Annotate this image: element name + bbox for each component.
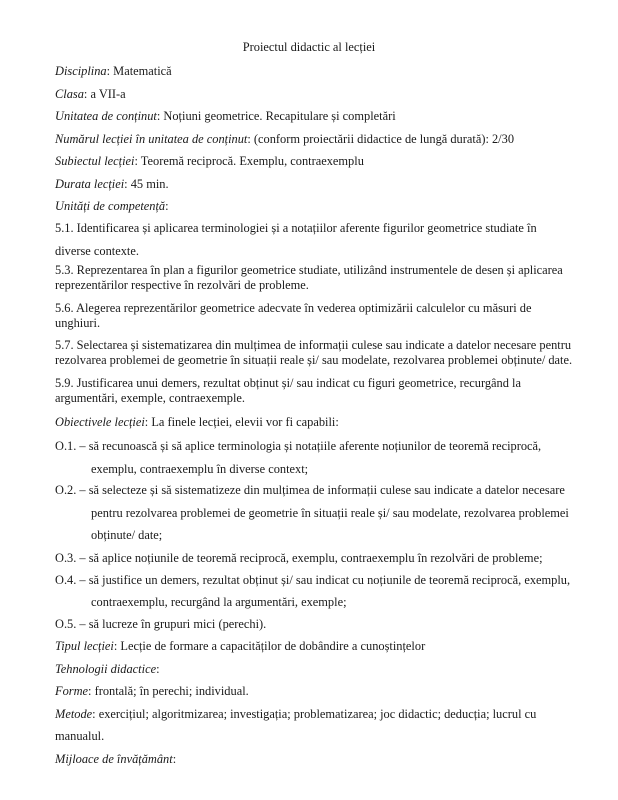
field-unitati [55, 199, 169, 214]
field-label: Metode [55, 707, 93, 721]
competenta-5-6-line1: 5.6. Alegerea reprezentărilor geometrice adecvate în vederea optimizării calculelor cu măsuri de [55, 301, 532, 315]
field-forme [55, 684, 249, 699]
competenta-5-1-line2: diverse contexte. [55, 244, 139, 258]
competenta-5-9-line2: argumentări, exemple, contraexemple. [55, 391, 246, 405]
field-label: Tehnologii didactice [55, 662, 157, 676]
obiectiv-o2-line2: pentru rezolvarea problemei de geometrie în situații reale și/ sau modelate, rezolvarea problemei [91, 506, 569, 520]
obiectiv-o4-line2: contraexemplu, recurgând la argumentări, exemple; [91, 595, 347, 609]
field-subiectul [55, 154, 364, 169]
field-label: Tipul lecției [55, 639, 114, 653]
field-label: Numărul lecției în unitatea de conținut [55, 132, 248, 146]
field-value: : [172, 752, 177, 766]
field-durata [55, 177, 169, 192]
field-label: Obiectivele lecției [55, 415, 145, 429]
field-label: Unitatea de conținut [55, 109, 157, 123]
field-label: Unități de competență [55, 199, 166, 213]
obiectiv-o5-line1: O.5. – să lucreze în grupuri mici (perechi). [55, 617, 267, 631]
field-value: : 45 min. [124, 177, 169, 191]
obiectiv-o4-line1: O.4. – să justifice un demers, rezultat obținut și/ sau indicat cu noțiunile de teoremă reciprocă, exemplu, [55, 573, 571, 587]
field-disciplina [55, 64, 172, 79]
field-label: Forme [55, 684, 89, 698]
field-mijloace [55, 752, 176, 767]
field-unitatea [55, 109, 396, 124]
field-value: : exercițiul; algoritmizarea; investigația; problematizarea; joc didactic; deducția; lucrul cu [92, 707, 537, 721]
document-title: Proiectul didactic al lecției [242, 40, 376, 54]
competenta-5-9-line1: 5.9. Justificarea unui demers, rezultat obținut și/ sau indicat cu figuri geometrice, recurgând la [55, 376, 521, 390]
obiectiv-o2-line1: O.2. – să selecteze și să sistematizeze din mulțimea de informații culese sau indicate a datelor necesare [55, 483, 565, 497]
competenta-5-6-line2: unghiuri. [55, 316, 101, 330]
field-label: Disciplina [55, 64, 107, 78]
competenta-5-3-line1: 5.3. Reprezentarea în plan a figurilor geometrice studiate, utilizând instrumentele de desen și aplicarea [55, 263, 563, 277]
field-metode [55, 707, 536, 722]
obiectiv-o3-line1: O.3. – să aplice noțiunile de teoremă reciprocă, exemplu, contraexemplu în rezolvări de probleme; [55, 551, 543, 565]
competenta-5-1-line1: 5.1. Identificarea și aplicarea terminologiei și a notațiilor aferente figurilor geometrice studiate în [55, 221, 537, 235]
obiectiv-o1-line2: exemplu, contraexemplu în diverse context; [91, 462, 309, 476]
field-value: : frontală; în perechi; individual. [88, 684, 249, 698]
obiectiv-o1-line1: O.1. – să recunoască și să aplice terminologia și notațiile aferente noțiunilor de teoremă reciprocă, [55, 439, 542, 453]
competenta-5-7-line1: 5.7. Selectarea și sistematizarea din mulțimea de informații culese sau indicate a datelor necesare pentru [55, 338, 572, 352]
obiective-header [55, 415, 339, 430]
field-value: : Lecție de formare a capacităților de dobândire a cunoștințelor [113, 639, 426, 653]
field-value: : Noțiuni geometrice. Recapitulare și completări [156, 109, 396, 123]
field-clasa [55, 87, 126, 102]
field-label: Durata lecției [55, 177, 125, 191]
obiectiv-o2-line3: obținute/ date; [91, 528, 163, 542]
field-value: : Teoremă reciprocă. Exemplu, contraexemplu [134, 154, 364, 168]
field-value: : (conform proiectării didactice de lungă durată): 2/30 [247, 132, 515, 146]
competenta-5-7-line2: rezolvarea problemei de geometrie în situații reale și/ sau modelate, rezolvarea problemei obținute/ date. [55, 353, 573, 367]
field-tipul [55, 639, 425, 654]
field-value: : a VII-a [83, 87, 126, 101]
field-value: : [165, 199, 169, 213]
field-value: : [156, 662, 160, 676]
competenta-5-3-line2: reprezentărilor respective în rezolvări de probleme. [55, 278, 309, 292]
field-value: : Matematică [106, 64, 172, 78]
field-label: Subiectul lecției [55, 154, 135, 168]
field-numarul [55, 132, 514, 147]
field-label: Mijloace de învățământ [55, 752, 173, 766]
field-tehnologii [55, 662, 160, 677]
field-label: Clasa [55, 87, 84, 101]
field-metode-line2: manualul. [55, 729, 105, 743]
field-value: : La finele lecției, elevii vor fi capabili: [144, 415, 339, 429]
